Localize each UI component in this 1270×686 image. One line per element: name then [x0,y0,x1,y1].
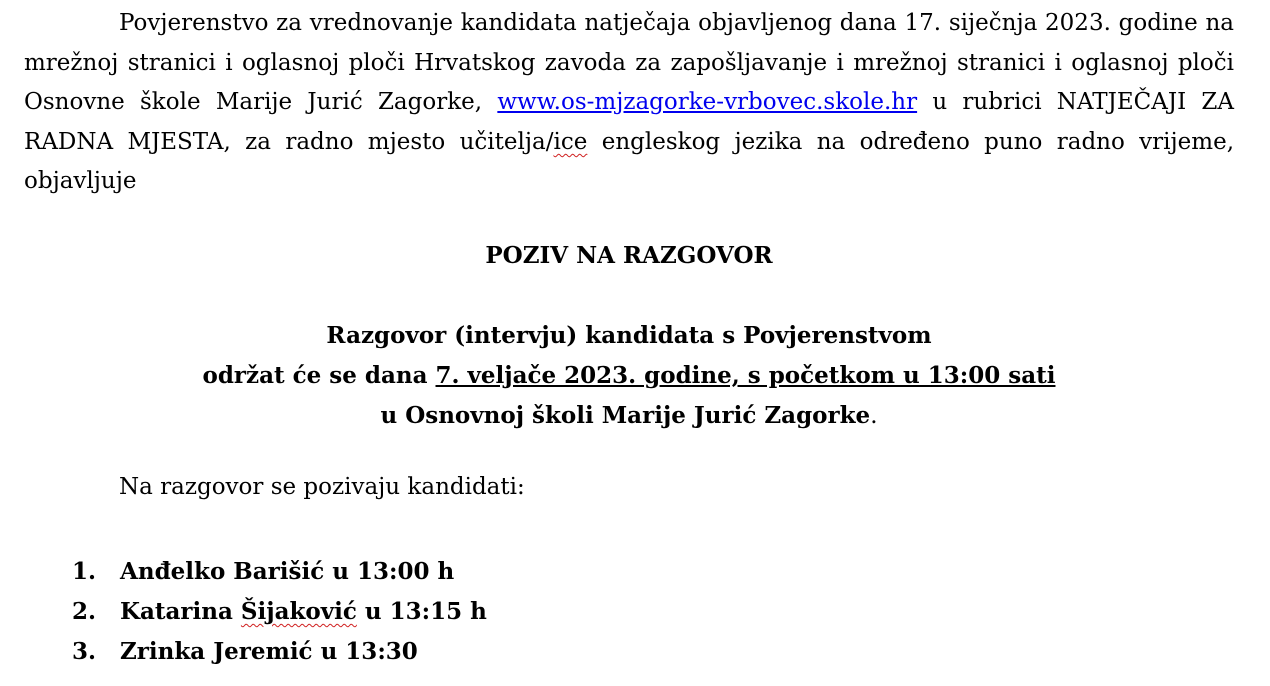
school-website-link[interactable]: www.os-mjzagorke-vrbovec.skole.hr [497,89,918,116]
list-item [72,632,487,672]
invite-text: Na razgovor se pozivaju kandidati: [119,474,525,500]
spellcheck-word: ice [553,128,588,155]
notice-date-prefix: održat će se dana [202,362,428,389]
list-item [72,592,487,632]
intro-text-part3: engleskog jezika na određeno puno radno vrijeme, objavljuje [24,128,1235,195]
candidate-time: u 13:00 h [332,558,455,585]
interview-notice [24,316,1234,436]
list-item [72,552,487,592]
candidate-time: u 13:30 [320,638,418,665]
notice-location-period: . [870,403,878,429]
candidate-surname: Šijaković [240,598,357,625]
notice-line-1: Razgovor (intervju) kandidata s Povjerenstvom [326,322,932,349]
list-number: 1. [72,558,97,585]
candidate-name: Anđelko Barišić [120,558,325,585]
intro-text-part1: Povjerenstvo za vrednovanje kandidata natječaja objavljenog dana 17. siječnja 2023. godine na mrežnoj stranici i oglasnoj ploči Hrvatskog zavoda za zapošljavanje i mrežnoj stranici i oglasnoj ploči Osnovne škole Marije Jurić Zagorke, [24,10,1234,116]
notice-date-time: 7. veljače 2023. godine, s početkom u 13:00 sati [435,362,1056,389]
list-number: 2. [72,598,97,625]
intro-text-part2: u rubrici NATJEČAJI ZA RADNA MJESTA, za radno mjesto učitelja/ [24,89,1235,155]
intro-paragraph [24,4,1234,202]
document-heading: POZIV NA RAZGOVOR [485,242,773,269]
notice-line-2 [24,356,1234,396]
candidate-name: Katarina [120,598,233,625]
notice-line-3 [24,396,1234,436]
candidate-time: u 13:15 h [364,598,487,625]
candidate-name: Zrinka Jeremić [120,638,313,665]
candidate-list [72,552,487,672]
list-number: 3. [72,638,97,665]
notice-location: u Osnovnoj školi Marije Jurić Zagorke [380,402,871,429]
